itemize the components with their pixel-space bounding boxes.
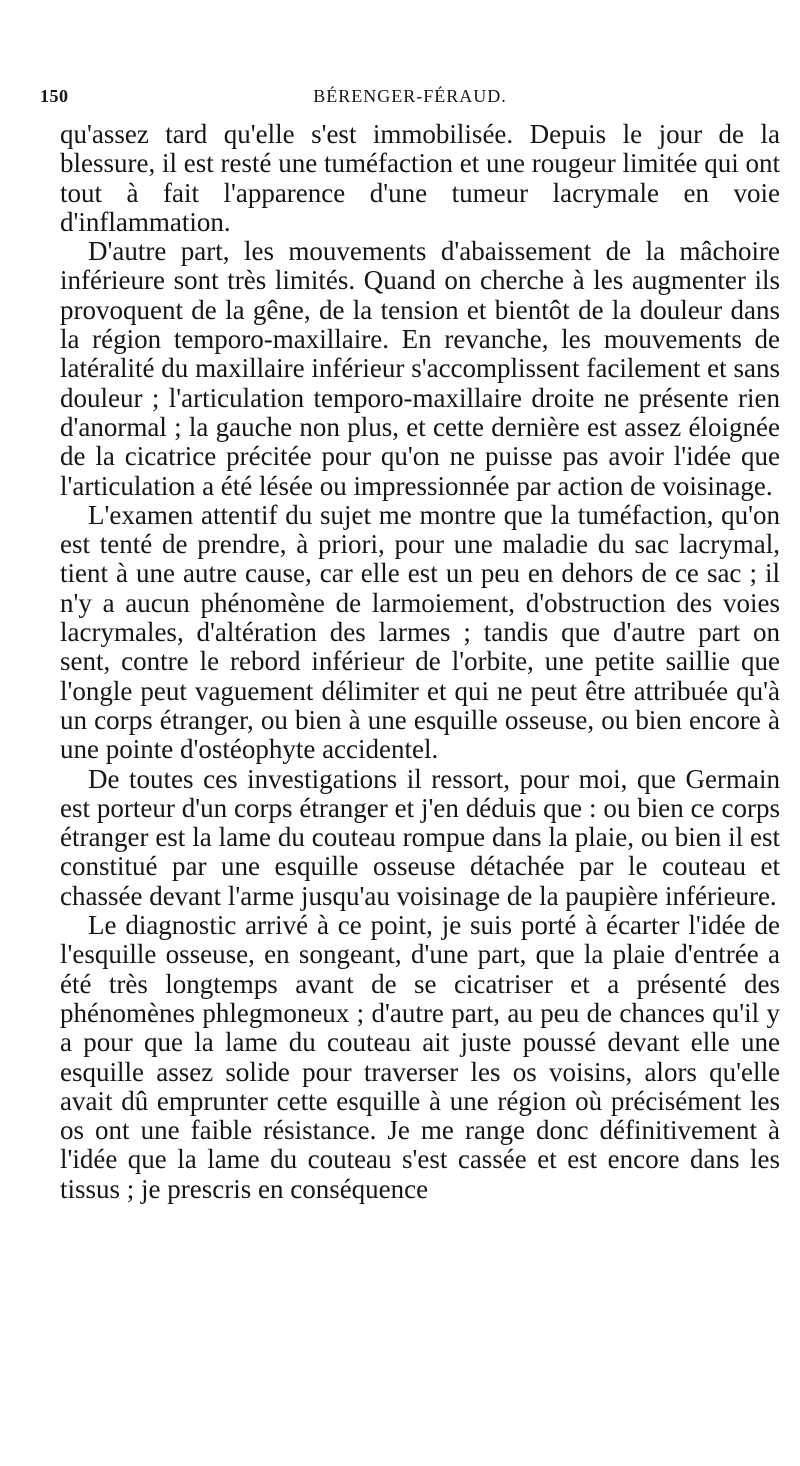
paragraph: De toutes ces investigations il ressort, pour moi, que Germain est porteur d'un corps étranger et j'en déduis que : ou bien ce corps étranger est la lame du couteau rompue dans la plaie, ou bien il est constitué par une esquille osseuse détachée par le couteau et chassée devant l'arme jusqu'au voisinage de la paupière inférieure. [60,763,780,911]
paragraph: qu'assez tard qu'elle s'est immobilisée. Depuis le jour de la blessure, il est resté une tuméfaction et une rougeur limitée qui ont tout à fait l'apparence d'une tumeur lacrymale en voie d'inflammation. [60,119,780,237]
text-body [60,120,780,1204]
paragraph: D'autre part, les mouvements d'abaissement de la mâchoire inférieure sont très limités. Quand on cherche à les augmenter ils provoquent de la gêne, de la tension et bientôt de la douleur dans la région temporo-maxillaire. En revanche, les mouvements de latéralité du maxillaire inférieur s'accomplissent facilement et sans douleur ; l'articulation temporo-maxillaire droite ne présente rien d'anormal ; la gauche non plus, et cette dernière est assez éloignée de la cicatrice précitée pour qu'on ne puisse pas avoir l'idée que l'articulation a été lésée ou impressionnée par action de voisinage. [60,236,780,501]
running-head [40,86,780,116]
running-title: BÉRENGER-FÉRAUD. [313,86,507,106]
paragraph: L'examen attentif du sujet me montre que la tuméfaction, qu'on est tenté de prendre, à priori, pour une maladie du sac lacrymal, tient à une autre cause, car elle est un peu en dehors de ce sac ; il n'y a aucun phénomène de larmoiement, d'obstruction des voies lacrymales, d'altération des larmes ; tandis que d'autre part on sent, contre le rebord inférieur de l'orbite, une petite saillie que l'ongle peut vaguement délimiter et qui ne peut être attribuée qu'à un corps étranger, ou bien à une esquille osseuse, ou bien encore à une pointe d'ostéophyte accidentel. [60,499,780,765]
page-number: 150 [40,86,69,106]
paragraph: Le diagnostic arrivé à ce point, je suis porté à écarter l'idée de l'esquille osseuse, en songeant, d'une part, que la plaie d'entrée a été très longtemps avant de se cicatriser et a présenté des phénomènes phlegmoneux ; d'autre part, au peu de chances qu'il y a pour que la lame du couteau ait juste poussé devant elle une esquille assez solide pour traverser les os voisins, alors qu'elle avait dû emprunter cette esquille à une région où précisément les os ont une faible résistance. Je me range donc définitivement à l'idée que la lame du couteau s'est cassée et est encore dans les tissus ; je prescris en conséquence [60,910,780,1204]
